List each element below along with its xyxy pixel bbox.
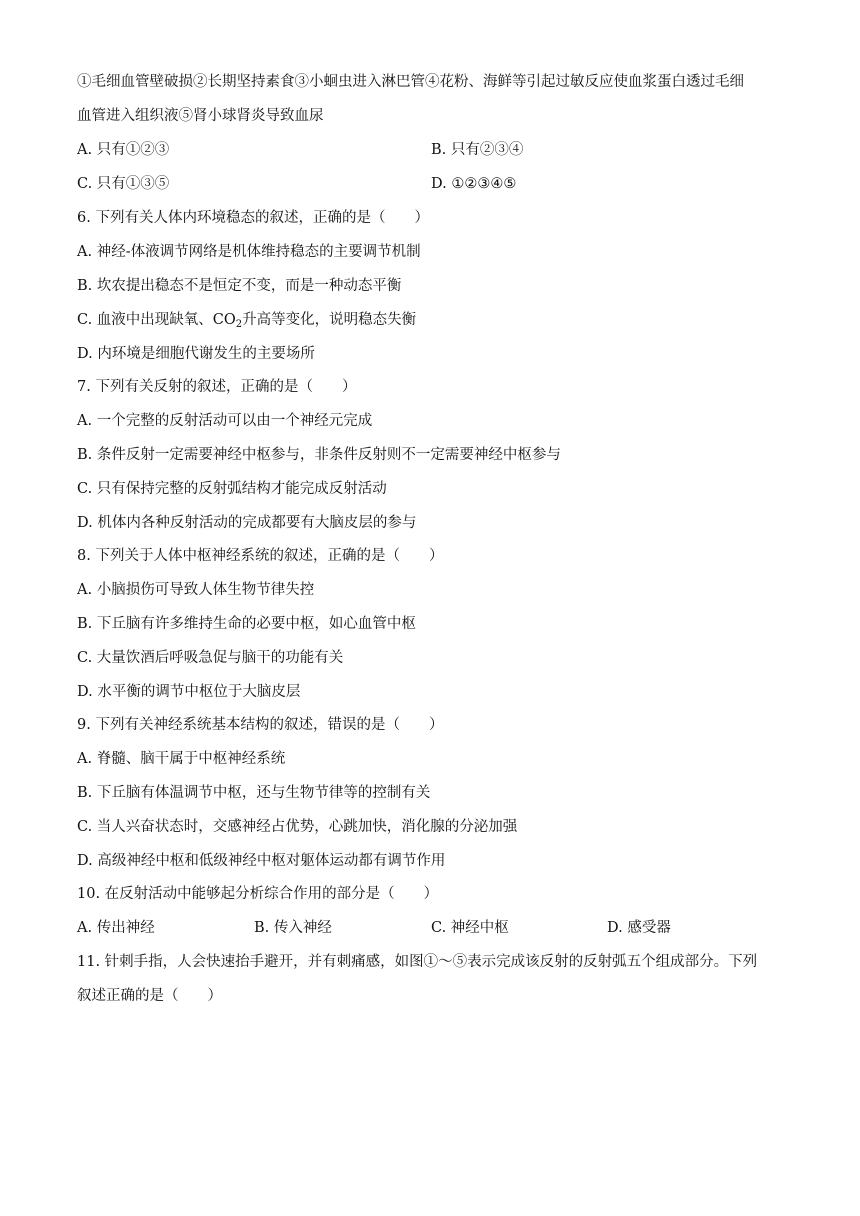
q10-option-a: A. 传出神经 bbox=[77, 920, 155, 936]
q5-option-d: D. ①②③④⑤ bbox=[431, 176, 517, 192]
q8-option-a: A. 小脑损伤可导致人体生物节律失控 bbox=[77, 582, 315, 598]
q9-option-b: B. 下丘脑有体温调节中枢，还与生物节律等的控制有关 bbox=[77, 785, 431, 801]
q8-option-b: B. 下丘脑有许多维持生命的必要中枢，如心血管中枢 bbox=[77, 616, 416, 632]
q9-option-c: C. 当人兴奋状态时，交感神经占优势，心跳加快，消化腺的分泌加强 bbox=[77, 819, 518, 835]
q11-stem-line2: 叙述正确的是（ ） bbox=[77, 988, 222, 1004]
q8-stem: 8. 下列关于人体中枢神经系统的叙述，正确的是（ ） bbox=[77, 548, 444, 564]
q10-stem: 10. 在反射活动中能够起分析综合作用的部分是（ ） bbox=[77, 886, 439, 902]
q9-stem: 9. 下列有关神经系统基本结构的叙述，错误的是（ ） bbox=[77, 717, 444, 733]
q8-option-c: C. 大量饮酒后呼吸急促与脑干的功能有关 bbox=[77, 650, 344, 666]
q5-stem-line1: ①毛细血管壁破损②长期坚持素食③小蛔虫进入淋巴管④花粉、海鲜等引起过敏反应使血浆蛋白透过毛细 bbox=[77, 74, 744, 90]
q5-stem-line2: 血管进入组织液⑤肾小球肾炎导致血尿 bbox=[77, 108, 324, 124]
q6-option-a: A. 神经-体液调节网络是机体维持稳态的主要调节机制 bbox=[77, 244, 421, 260]
q6-stem: 6. 下列有关人体内环境稳态的叙述，正确的是（ ） bbox=[77, 210, 429, 226]
q6-option-c bbox=[77, 310, 416, 330]
q8-option-d: D. 水平衡的调节中枢位于大脑皮层 bbox=[77, 684, 301, 700]
q9-option-d: D. 高级神经中枢和低级神经中枢对躯体运动都有调节作用 bbox=[77, 853, 446, 869]
q6-option-c-subscript: 2 bbox=[235, 319, 243, 330]
q7-stem: 7. 下列有关反射的叙述，正确的是（ ） bbox=[77, 379, 357, 395]
q6-option-d: D. 内环境是细胞代谢发生的主要场所 bbox=[77, 346, 315, 362]
q5-option-a: A. 只有①②③ bbox=[77, 142, 170, 158]
q6-option-c-before: C. 血液中出现缺氧、CO bbox=[77, 312, 236, 328]
q7-option-c: C. 只有保持完整的反射弧结构才能完成反射活动 bbox=[77, 481, 387, 497]
q5-option-b: B. 只有②③④ bbox=[431, 142, 524, 158]
q11-stem-line1: 11. 针刺手指，人会快速抬手避开，并有刺痛感，如图①～⑤表示完成该反射的反射弧五个组成部分。下列 bbox=[77, 954, 758, 970]
q7-option-b: B. 条件反射一定需要神经中枢参与，非条件反射则不一定需要神经中枢参与 bbox=[77, 447, 561, 463]
q10-option-b: B. 传入神经 bbox=[254, 920, 332, 936]
q10-option-c: C. 神经中枢 bbox=[431, 920, 509, 936]
q6-option-c-after: 升高等变化，说明稳态失衡 bbox=[242, 312, 417, 328]
q7-option-a: A. 一个完整的反射活动可以由一个神经元完成 bbox=[77, 413, 373, 429]
q7-option-d: D. 机体内各种反射活动的完成都要有大脑皮层的参与 bbox=[77, 515, 417, 531]
q5-option-c: C. 只有①③⑤ bbox=[77, 176, 170, 192]
q10-option-d: D. 感受器 bbox=[607, 920, 671, 936]
q9-option-a: A. 脊髓、脑干属于中枢神经系统 bbox=[77, 751, 286, 767]
q6-option-b: B. 坎农提出稳态不是恒定不变，而是一种动态平衡 bbox=[77, 278, 402, 294]
